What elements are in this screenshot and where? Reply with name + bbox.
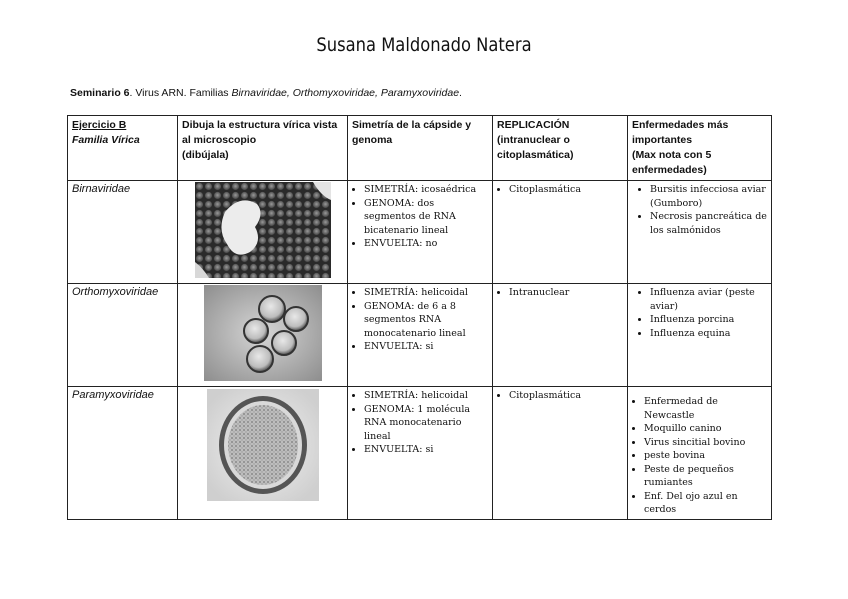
list-item: • Influenza equina [650,327,767,341]
header-familia [68,116,178,181]
list-item: • Enf. Del ojo azul en cerdos [644,490,767,517]
header-simetria-line2: genoma [352,134,393,146]
replicacion-cell [493,284,628,387]
family-cell: Orthomyxoviridae [68,284,178,387]
list-item: • SIMETRÍA: helicoidal [364,389,488,403]
list-item: • Virus sincitial bovino [644,436,767,450]
list-item: • Citoplasmática [509,389,623,403]
micrograph-cell [178,284,348,387]
header-replicacion-line1: REPLICACIÓN [497,119,570,131]
paramyxovirus-micrograph-image [207,389,319,501]
family-cell: Birnaviridae [68,181,178,284]
simetria-list [352,389,488,457]
header-replicacion-line3: citoplasmática) [497,149,574,161]
list-item: • GENOMA: dos segmentos de RNA bicatenario lineal [364,197,488,238]
header-simetria-line1: Simetría de la cápside y [352,119,472,131]
list-item: • SIMETRÍA: helicoidal [364,286,488,300]
table-row [68,387,772,520]
header-enfermedades-line3: (Max nota con 5 [632,149,712,161]
list-item: • Influenza porcina [650,313,767,327]
simetria-cell [348,387,493,520]
enfermedades-list [632,286,767,340]
replicacion-list [497,183,623,197]
header-ejercicio: Ejercicio B [72,119,127,131]
replicacion-cell [493,387,628,520]
header-replicacion [493,116,628,181]
list-item: • Moquillo canino [644,422,767,436]
header-enfermedades-line2: importantes [632,134,693,146]
list-item: • Intranuclear [509,286,623,300]
birnavirus-micrograph-image [195,182,331,278]
subtitle-text: . Virus ARN. Familias [129,87,232,99]
enfermedades-list [632,395,767,517]
list-item: • SIMETRÍA: icosaédrica [364,183,488,197]
enfermedades-list [632,183,767,237]
subtitle-end: . [459,87,462,99]
replicacion-cell [493,181,628,284]
list-item: • Necrosis pancreática de los salmónidos [650,210,767,237]
seminar-label: Seminario 6 [70,87,130,99]
list-item: • GENOMA: 1 molécula RNA monocatenario lineal [364,403,488,444]
header-simetria [348,116,493,181]
orthomyxovirus-micrograph-image [204,285,322,381]
simetria-cell [348,284,493,387]
simetria-list [352,286,488,354]
table-row [68,181,772,284]
list-item: • ENVUELTA: si [364,340,488,354]
micrograph-cell [178,181,348,284]
header-enfermedades-line4: enfermedades) [632,164,707,176]
list-item: • peste bovina [644,449,767,463]
family-cell: Paramyxoviridae [68,387,178,520]
list-item: • ENVUELTA: si [364,443,488,457]
header-replicacion-line2: (intranuclear o [497,134,570,146]
header-dibujo [178,116,348,181]
header-familia-virica: Familia Vírica [72,134,140,146]
simetria-list [352,183,488,251]
list-item: • Influenza aviar (peste aviar) [650,286,767,313]
table-row [68,284,772,387]
list-item: • Citoplasmática [509,183,623,197]
list-item: • Enfermedad de Newcastle [644,395,767,422]
list-item: • Peste de pequeños rumiantes [644,463,767,490]
enfermedades-cell [628,181,772,284]
enfermedades-cell [628,284,772,387]
header-dibujo-line3: (dibújala) [182,149,229,161]
replicacion-list [497,286,623,300]
header-enfermedades-line1: Enfermedades más [632,119,729,131]
virus-table [67,115,772,520]
subtitle [70,87,462,99]
micrograph-cell [178,387,348,520]
header-enfermedades [628,116,772,181]
simetria-cell [348,181,493,284]
list-item: • Bursitis infecciosa aviar (Gumboro) [650,183,767,210]
subtitle-families: Birnaviridae, Orthomyxoviridae, Paramyxoviridae [231,87,460,99]
enfermedades-cell [628,387,772,520]
header-dibujo-line2: al microscopio [182,134,257,146]
list-item: • ENVUELTA: no [364,237,488,251]
list-item: • GENOMA: de 6 a 8 segmentos RNA monocatenario lineal [364,300,488,341]
header-dibujo-line1: Dibuja la estructura vírica vista [182,119,338,131]
page-title: Susana Maldonado Natera [316,34,532,56]
replicacion-list [497,389,623,403]
table-header-row [68,116,772,181]
